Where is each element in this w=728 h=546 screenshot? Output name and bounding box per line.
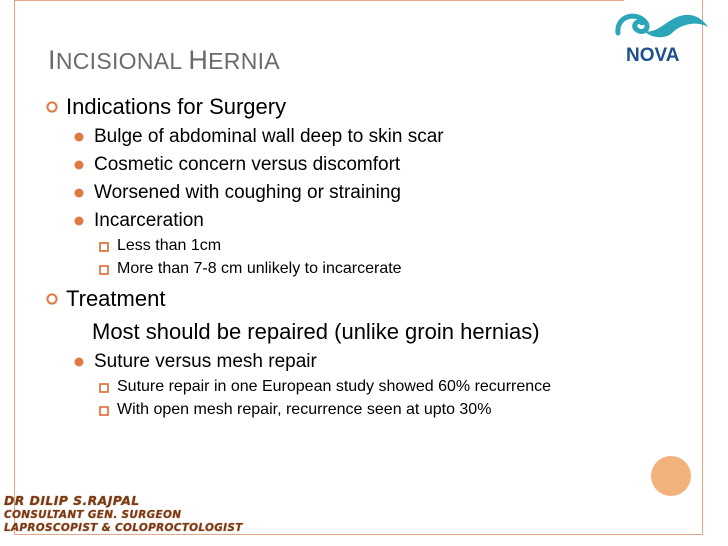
- slide-title: [48, 45, 280, 76]
- sub-list-item: Less than 1cm: [117, 237, 222, 254]
- author-name: DR DILIP S.RAJPAL: [4, 493, 140, 508]
- bullet-icon: [74, 160, 84, 170]
- sub-list-item: More than 7-8 cm unlikely to incarcerate: [117, 260, 402, 277]
- list-item: Incarceration: [94, 210, 204, 231]
- bullet-icon: [99, 383, 109, 393]
- treatment-note: Most should be repaired (unlike groin hernias): [92, 319, 540, 344]
- decorative-circle: [651, 456, 691, 496]
- nova-logo: [612, 5, 712, 67]
- nova-wave-icon: [612, 5, 712, 67]
- author-block: [4, 493, 243, 534]
- list-item: Cosmetic concern versus discomfort: [94, 154, 401, 175]
- bullet-icon: [46, 293, 58, 305]
- bullet-icon: [46, 101, 58, 113]
- bullet-icon: [74, 216, 84, 226]
- list-item: Bulge of abdominal wall deep to skin scar: [94, 126, 444, 147]
- bullet-icon: [74, 132, 84, 142]
- list-item: Suture versus mesh repair: [94, 351, 317, 372]
- title-initial-1: I: [48, 45, 56, 75]
- section-heading-indications: Indications for Surgery: [66, 94, 287, 119]
- title-rest-2: ERNIA: [208, 48, 280, 74]
- slide-frame-top-border: [14, 0, 624, 1]
- list-item: Worsened with coughing or straining: [94, 182, 401, 203]
- title-initial-2: H: [188, 45, 209, 75]
- sub-list-item: Suture repair in one European study showed 60% recurrence: [117, 378, 552, 395]
- bullet-icon: [99, 265, 109, 275]
- section-heading-treatment: Treatment: [66, 286, 166, 311]
- bullet-icon: [99, 406, 109, 416]
- author-role: CONSULTANT GEN. SURGEON: [4, 509, 182, 521]
- bullet-icon: [74, 188, 84, 198]
- sub-list-item: With open mesh repair, recurrence seen at upto 30%: [117, 401, 492, 418]
- author-speciality: LAPROSCOPIST & COLOPROCTOLOGIST: [4, 522, 243, 534]
- logo-text: NOVA: [626, 45, 680, 66]
- bullet-icon: [74, 357, 84, 367]
- bullet-icon: [99, 242, 109, 252]
- title-rest-1: NCISIONAL: [55, 48, 182, 74]
